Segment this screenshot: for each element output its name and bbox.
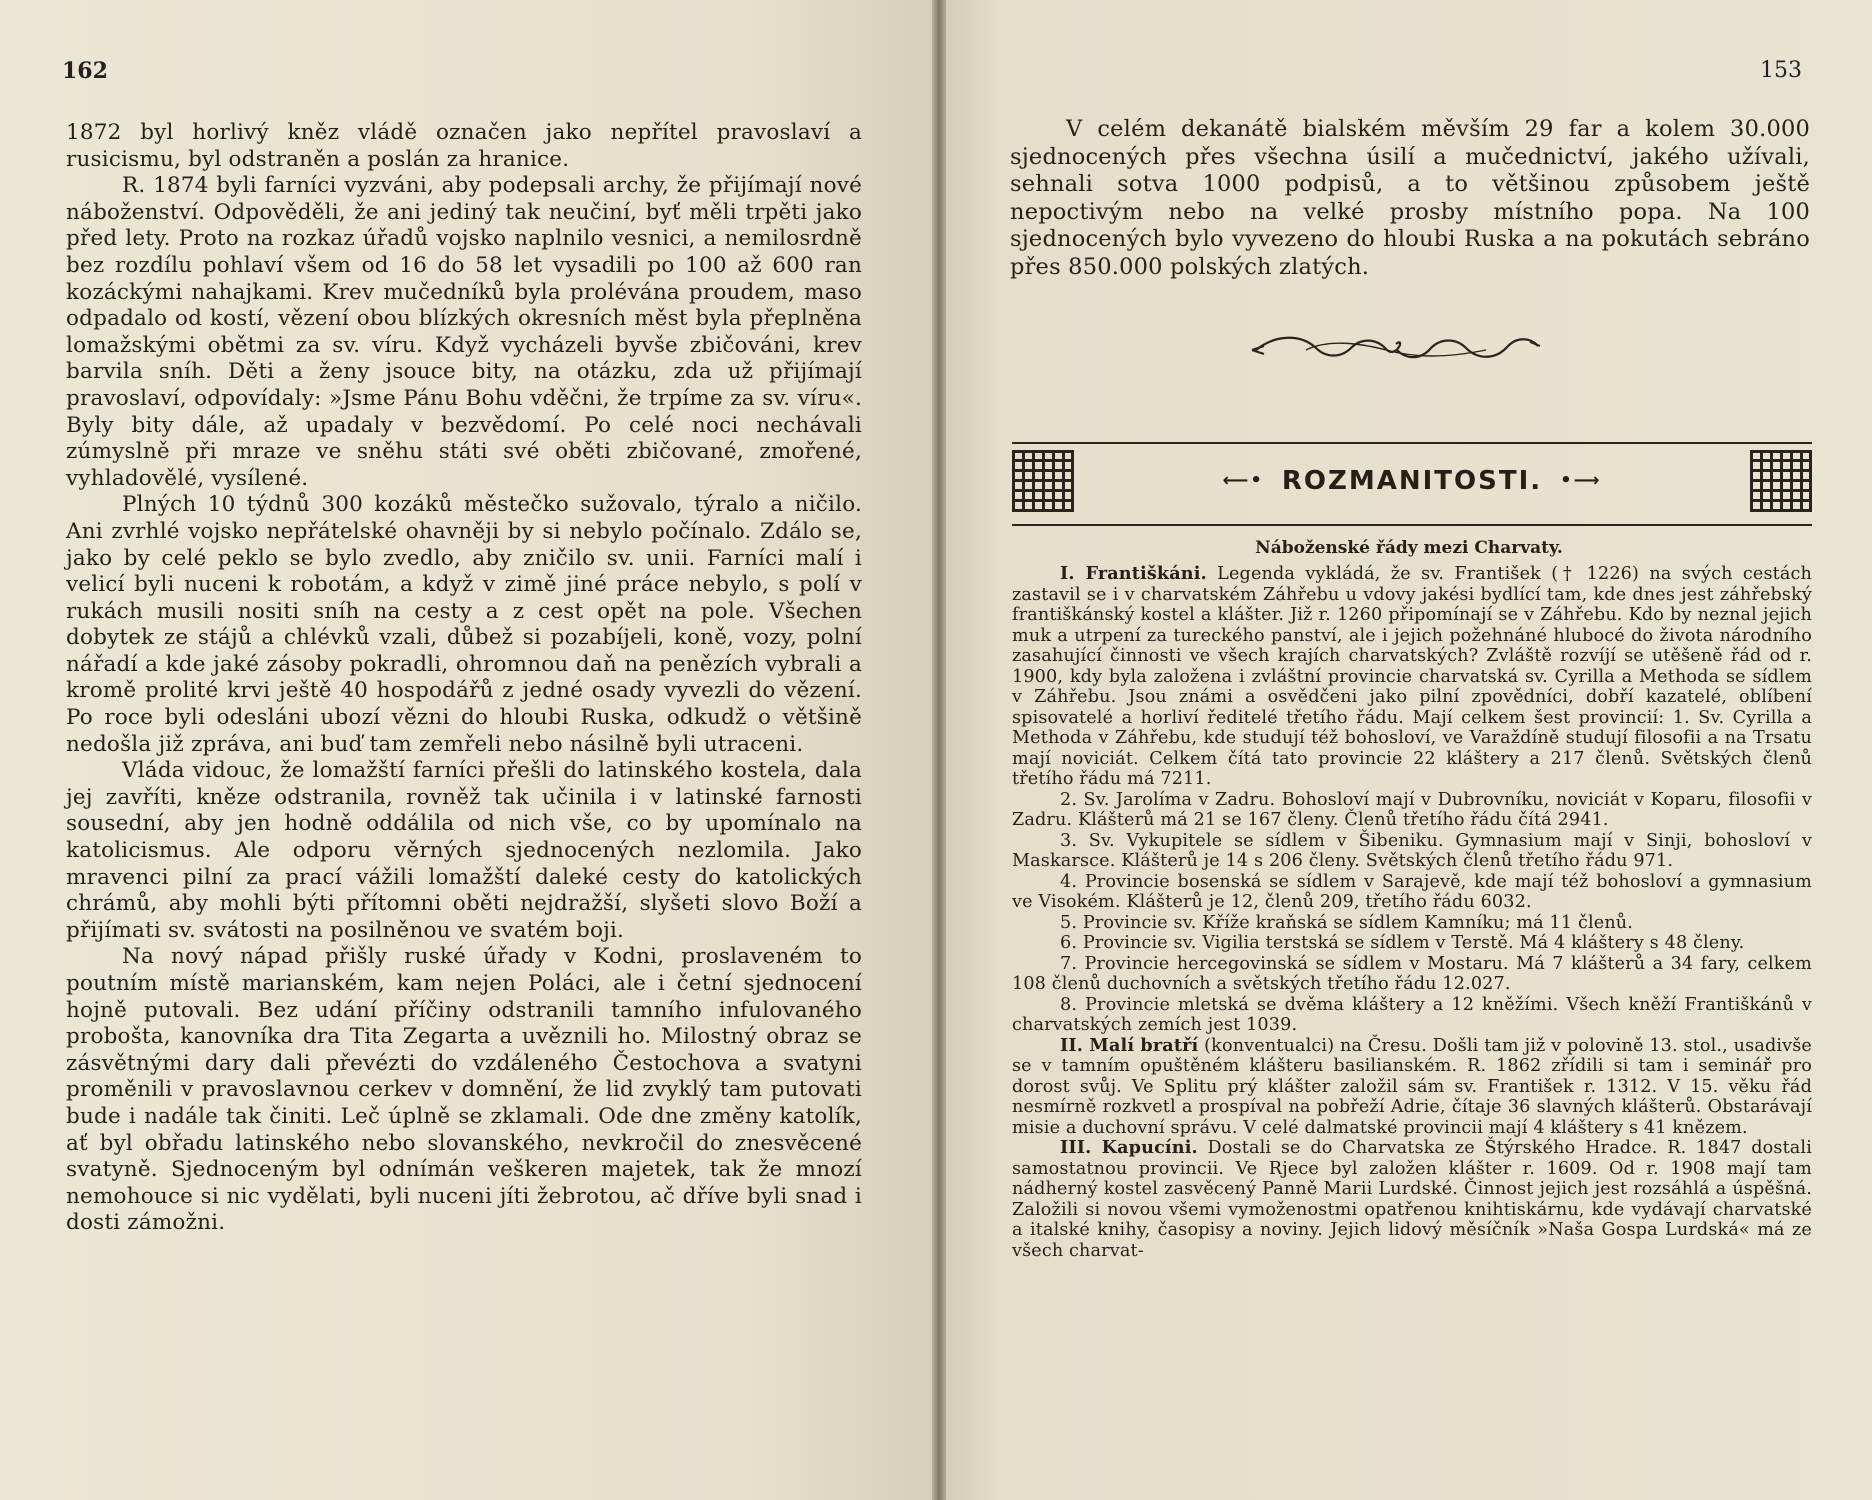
list-item: 6. Provincie sv. Vigilia terstská se sídlem v Terstě. Má 4 kláštery s 48 členy. — [1060, 933, 1745, 953]
article-body — [1012, 564, 1812, 1261]
left-page-body — [66, 120, 862, 1237]
list-item: 4. Provincie bosenská se sídlem v Sarajevě, kde mají též bohosloví a gymnasium ve Visokém. Klášterů je 12, členů 209, třetího řádu 6032. — [1012, 871, 1812, 912]
paragraph: Na nový nápad přišly ruské úřady v Kodni, proslaveném to poutním místě marianském, kam nejen Poláci, ale i četní sjednocení hojně putovali. Bez udání příčiny odstranili tamního infulovaného probošta, kanovníka dra Tita Zegarta a uvěznili ho. Milostný obraz se zásvětnými dary dali převézti do vzdáleného Čestochova a svatyni proměnili v pravoslavnou cerkev v domnění, že lid zvyklý tam putovati bude i nadále tak činiti. Leč úplně se zklamali. Ode dne změny katolík, ať byl obřadu latinského nebo slovanského, nevkročil do znesvěcené svatyně. Sjednoceným byl odnímán veškeren majetek, tak že mnozí nemohouce si nic vydělati, byli nuceni jíti žebrotou, ač dříve byli snad i dosti zámožni. — [66, 944, 862, 1236]
list-item: 8. Provincie mletská se dvěma kláštery a 12 kněžími. Všech kněží Františkánů v charvatských zemích jest 1039. — [1012, 994, 1812, 1035]
list-item: 7. Provincie hercegovinská se sídlem v Mostaru. Má 7 klášterů a 34 fary, celkem 108 členů duchovních a světských třetího řádu 12.027. — [1012, 953, 1812, 994]
article-subheading: Náboženské řády mezi Charvaty. — [1255, 538, 1563, 558]
list-item: III. Kapucíni. Dostali se do Charvatska ze Štýrského Hradce. R. 1847 dostali samostatnou provincii. Ve Rjece byl založen klášter r. 1609. Od r. 1908 mají tam nádherný kostel zasvěcený Panně Marii Lurdské. Činnost jejich jest rozsáhlá a úspěšná. Založili si novou všemi vymoženostmi opatřenou knihtiskárnu, kde vydávají charvatské a italské knihy, časopisy a noviny. Jejich lidový měsíčník »Naša Gospa Lurdská« má ze všech charvat- — [1012, 1137, 1812, 1261]
left-page — [0, 0, 932, 1500]
paragraph: V celém dekanátě bialském měvším 29 far a kolem 30.000 sjednocených přes všechna úsilí a mučednictví, jakého užívali, sehnali sotva 1000 podpisů, a to většinou způsobem ještě nepoctivým nebo na velké prosby místního popa. Na 100 sjednocených bylo vyvezeno do hloubi Ruska a na pokutách sebráno přes 850.000 polských zlatých. — [1010, 116, 1810, 280]
section-title: ROZMANITOSTI. — [1281, 466, 1543, 496]
list-item: 5. Provincie sv. Kříže kraňská se sídlem Kamníku; má 11 členů. — [1060, 912, 1634, 933]
right-page — [946, 0, 1872, 1500]
list-item: 2. Sv. Jarolíma v Zadru. Bohosloví mají v Dubrovníku, noviciát v Koparu, filosofii v Zadru. Klášterů má 21 se 167 členy. Členů třetího řádu čítá 2941. — [1012, 789, 1812, 830]
right-page-number: 153 — [1760, 58, 1802, 83]
list-item: 3. Sv. Vykupitele se sídlem v Šibeniku. Gymnasium mají v Sinji, bohosloví v Maskarsce. Klášterů je 14 s 206 členy. Světských členů třetího řádu 971. — [1012, 830, 1812, 871]
decorative-ornament-icon — [1246, 330, 1546, 368]
list-item: II. Malí bratří (konventualci) na Čresu. Došli tam již v polovině 13. stol., usadivše se v tamním opuštěném klášteru basilianském. R. 1862 zřídili si tam i seminář pro dorost svůj. Ve Splitu prý klášter založil sám sv. František r. 1312. V 15. věku řád nesmírně rozkvetl a prospíval na pobřeží Adrie, čítaje 36 slavných klášterů. Obstarávají misie a duchovní správu. V celé dalmatské provincii mají 4 kláštery s 41 knězem. — [1012, 1034, 1812, 1138]
paragraph: Vláda vidouc, že lomažští farníci přešli do latinského kostela, dala jej zavříti, kněze odstranila, rovněž tak učinila i v latinské farnosti sousední, aby jen hodně oddálila od nich vše, co by upomínalo na katolicismus. Ale odporu věrných sjednocených nezlomila. Jako mravenci pilní za prací vážili lomažští daleké cesty do katolických chrámů, aby mohli býti přítomni oběti nejdražší, slyšeti slovo Boží a přijímati sv. svátosti na posilněnou ve svatém boji. — [66, 758, 862, 943]
arrow-right-icon: •⟶ — [1560, 470, 1602, 491]
list-item: I. Františkáni. Legenda vykládá, že sv. František († 1226) na svých cestách zastavil se i v charvatském Záhřebu u vdovy jakési bydlící tam, kde dnes jest záhřebský františkánský kostel a klášter. Již r. 1260 připomínají se v Záhřebu. Kdo by neznal jejich muk a utrpení za tureckého panství, ale i jejich požehnáné hlubocé do života národního zasahující činnosti ve všech krajích charvatských? Zvláště rozvíjí se utěšeně řád od r. 1900, kdy byla založena i zvláštní provincie charvatská sv. Cyrilla a Methoda se sídlem v Záhřebu. Jsou známi a osvědčeni jako pilní zpovědníci, dobří kazatelé, oblíbení spisovatelé a horliví ředitelé třetího řádu. Mají celkem šest provincií: 1. Sv. Cyrilla a Methoda v Záhřebu, kde studují též bohosloví, ve Varaždíně studují filosofii a na Trsatu mají noviciát. Celkem čítá tato provincie 22 kláštery a 217 členů. Světských členů třetího řádu má 7211. — [1012, 563, 1812, 789]
right-page-intro — [1010, 116, 1810, 281]
paragraph: Plných 10 týdnů 300 kozáků městečko sužovalo, týralo a ničilo. Ani zvrhlé vojsko nepřátelské ohavněji by si nebylo počínalo. Zdálo se, jako by celé peklo se bylo zvedlo, aby zničilo sv. unii. Farníci malí i velicí byli nuceni k robotám, a když v zimě jiné práce nebylo, s polí v rukách musili nositi sníh na cesty a z cest opět na pole. Všechen dobytek ze stájů a chlévků vzali, důbež si pozabíjeli, koně, vozy, polní nářadí a kde jaké zásoby pokradli, ohromnou daň na penězích vybrali a kromě prolité krvi ještě 40 hospodářů z jedné osady vyvezli do vězení. Po roce byli odesláni ubozí vězni do hloubi Ruska, odkudž o většině nedošla již zpráva, ani buď tam zemřeli nebo násilně byli utraceni. — [66, 492, 862, 757]
book-gutter — [932, 0, 946, 1500]
ornamental-tile-icon — [1750, 450, 1812, 512]
left-page-number: 162 — [62, 58, 108, 84]
arrow-left-icon: ⟵• — [1222, 470, 1264, 491]
paragraph: R. 1874 byli farníci vyzváni, aby podepsali archy, že přijímají nové náboženství. Odpověděli, že ani jediný tak neučiní, byť měli trpěti jako před lety. Proto na rozkaz úřadů vojsko naplnilo vesnici, a nemilosrdně bez rozdílu pohlaví všem od 16 do 58 let vysadili po 100 až 600 ran kozáckými nahajkami. Krev mučedníků byla prolévána proudem, maso odpadalo od kostí, vězení obou blízkých okresních měst byla přeplněna lomažskými obětmi za sv. víru. Když vycházeli byvše zbičováni, krev barvila sníh. Děti a ženy jsouce bity, na otázku, zda už přijímají pravoslaví, odpovídaly: »Jsme Pánu Bohu vděčni, že trpíme za sv. víru«. Byly bity dále, až upadaly v bezvědomí. Po celé noci nechávali zúmyslně při mraze ve sněhu státi své oběti zbičované, zmořené, vyhladovělé, vysílené. — [66, 173, 862, 491]
paragraph: 1872 byl horlivý kněz vládě označen jako nepřítel pravoslaví a rusicismu, byl odstraněn a poslán za hranice. — [66, 120, 862, 172]
section-heading-box — [1012, 442, 1812, 526]
